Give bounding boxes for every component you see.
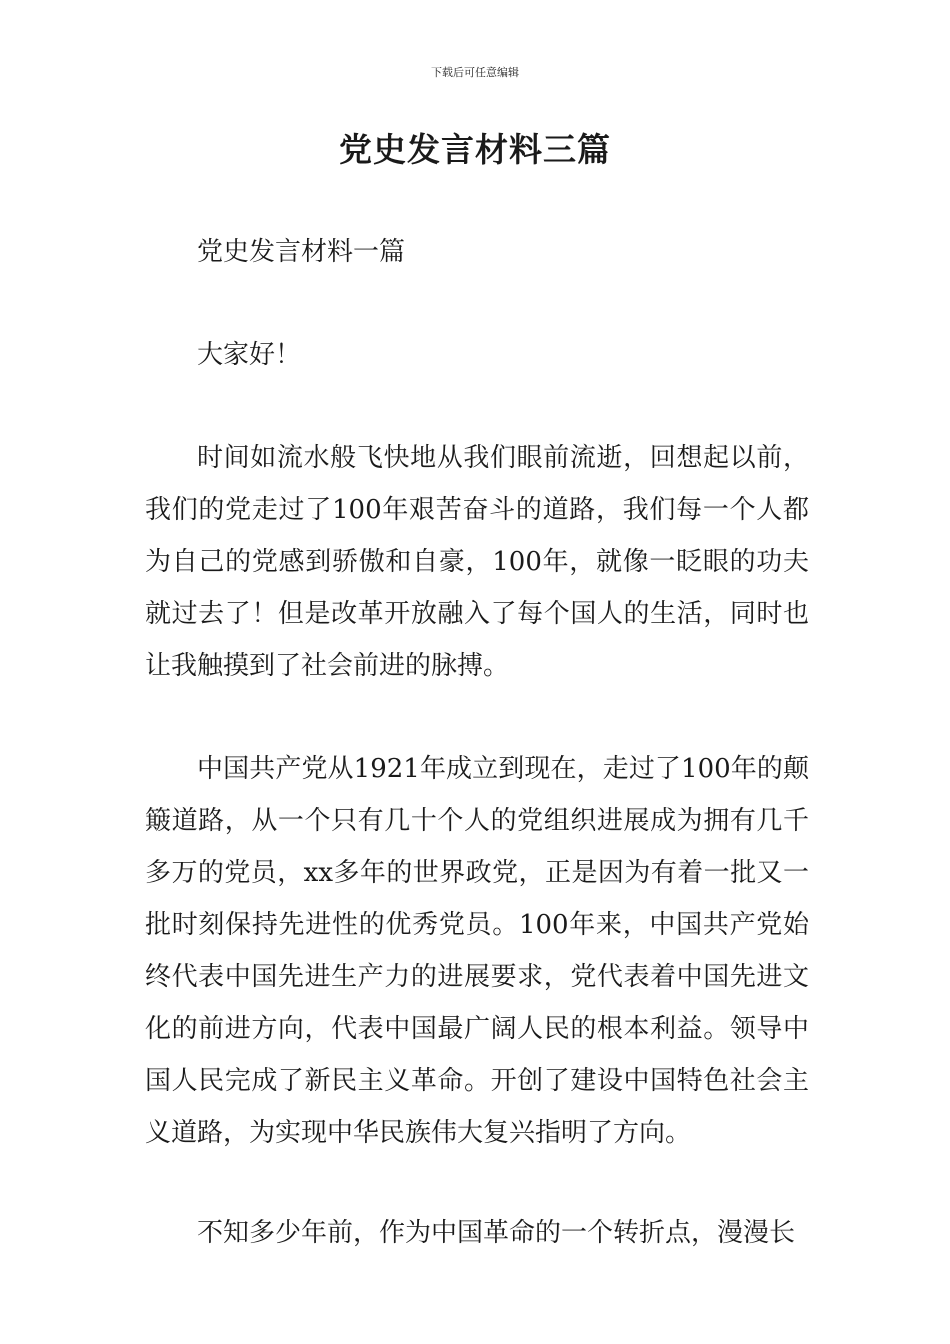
- document-title: 党史发言材料三篇: [339, 130, 611, 169]
- body-paragraph-3: 不知多少年前，作为中国革命的一个转折点，漫漫长: [197, 1218, 796, 1248]
- body-paragraph-1: 时间如流水般飞快地从我们眼前流逝，回想起以前，我们的党走过了100年艰苦奋斗的道路，我们每一个人都为自己的党感到骄傲和自豪，100年，就像一眨眼的功夫就过去了！但是改革开放融入了每个国人的生活，同时也让我触摸到了社会前进的脉搏。: [145, 443, 809, 681]
- document-body: [145, 226, 809, 1310]
- section-heading: 党史发言材料一篇: [197, 237, 406, 267]
- page-header-note: 下载后可任意编辑: [431, 66, 519, 79]
- greeting-line: 大家好！: [197, 340, 302, 370]
- body-paragraph-2: 中国共产党从1921年成立到现在，走过了100年的颠簸道路，从一个只有几十个人的党组织进展成为拥有几千多万的党员，xx多年的世界政党，正是因为有着一批又一批时刻保持先进性的优秀党员。100年来，中国共产党始终代表中国先进生产力的进展要求，党代表着中国先进文化的前进方向，代表中国最广阔人民的根本利益。领导中国人民完成了新民主义革命。开创了建设中国特色社会主义道路，为实现中华民族伟大复兴指明了方向。: [145, 754, 809, 1148]
